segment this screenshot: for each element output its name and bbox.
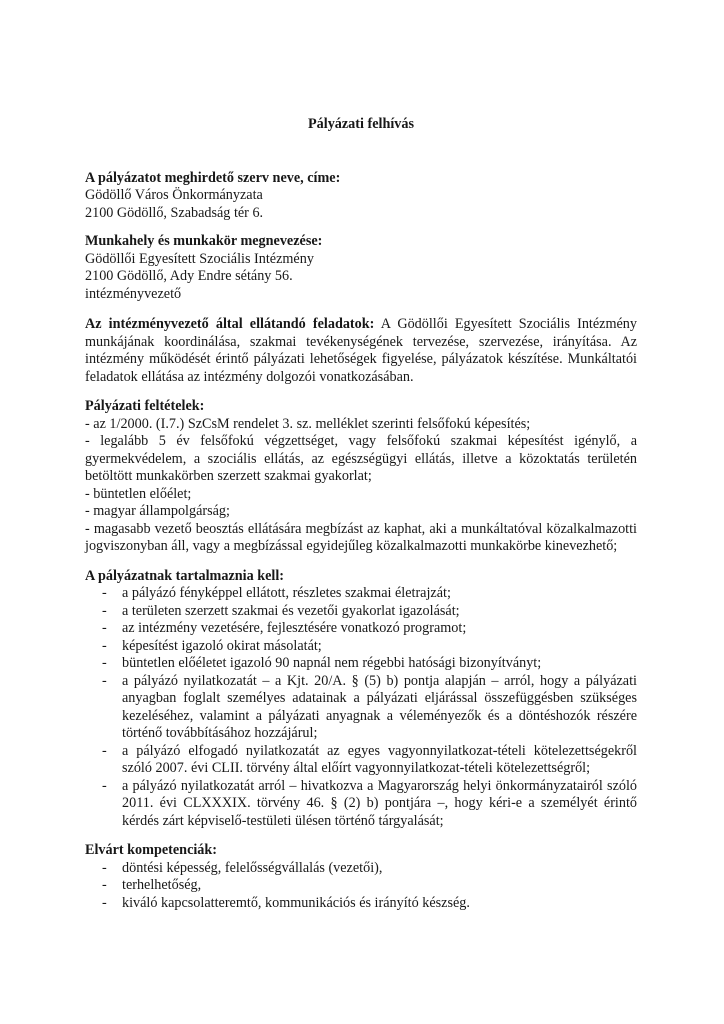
- list-item: [85, 603, 637, 621]
- dash-bullet: -: [102, 637, 107, 654]
- text-line: Gödöllő Város Önkormányzata: [85, 187, 263, 203]
- list-item: [85, 860, 637, 878]
- section-workplace: [85, 233, 637, 303]
- competencies-list: [85, 860, 637, 913]
- list-item: [85, 743, 637, 778]
- text-line: 2100 Gödöllő, Ady Endre sétány 56.: [85, 268, 293, 284]
- list-item: - magasabb vezető beosztás ellátására megbízást az kaphat, aki a munkáltatóval közalkalmazotti jogviszonyban áll, vagy a megbízással egyidejűleg közalkalmazotti munkakörbe kinevezhető;: [85, 520, 637, 554]
- section-heading: A pályázatnak tartalmaznia kell:: [85, 567, 285, 584]
- list-item: [85, 673, 637, 743]
- list-item: - büntetlen előélet;: [85, 485, 192, 502]
- text-line: Gödöllői Egyesített Szociális Intézmény: [85, 250, 314, 267]
- dash-bullet: -: [102, 894, 107, 911]
- section-heading: Pályázati feltételek:: [85, 398, 205, 414]
- list-item: [85, 778, 637, 831]
- text-line: 2100 Gödöllő, Szabadság tér 6.: [85, 204, 264, 221]
- dash-bullet: -: [102, 655, 107, 671]
- dash-bullet: -: [102, 777, 107, 794]
- list-item-text: kiváló kapcsolatteremtő, kommunikációs és irányító készség.: [122, 894, 470, 911]
- section-requirements: [85, 568, 637, 831]
- section-heading: A pályázatot meghirdető szerv neve, címe:: [85, 169, 341, 186]
- dash-bullet: -: [102, 742, 107, 759]
- list-item: [85, 620, 637, 638]
- section-conditions: [85, 398, 637, 556]
- list-item-text: döntési képesség, felelősségvállalás (vezetői),: [122, 859, 383, 876]
- list-item-text: a pályázó nyilatkozatát arról – hivatkozva a Magyarország helyi önkormányzatairól szóló 2011. évi CLXXXIX. törvény 46. § (2) b) pontjára –, hogy kéri-e a személyét érintő kérdés zárt képviselő-testületi ülésen történő tárgyalását;: [122, 777, 637, 829]
- list-item-text: büntetlen előéletet igazoló 90 napnál nem régebbi hatósági bizonyítványt;: [122, 655, 542, 671]
- list-item: - az 1/2000. (I.7.) SzCsM rendelet 3. sz. melléklet szerinti felsőfokú képesítés;: [85, 415, 531, 432]
- dash-bullet: -: [102, 672, 107, 689]
- dash-bullet: -: [102, 877, 107, 893]
- list-item: [85, 585, 637, 603]
- page-title: Pályázati felhívás: [308, 116, 414, 132]
- list-item-text: a pályázó nyilatkozatát – a Kjt. 20/A. § (5) b) pontja alapján – arról, hogy a pályázati anyagban foglalt személyes adatainak a pályázati eljárással összefüggésben szükséges kezeléséhez, valamint a pályázati anyagnak a véleményezők és a döntéshozók részére történő továbbításához hozzájárul;: [122, 672, 637, 741]
- list-item: - legalább 5 év felsőfokú végzettséget, vagy felsőfokú szakmai képesítést igénylő, a gyermekvédelem, a szociális ellátás, az egészségügyi ellátás, illetve a közoktatás területén betöltött munkakörben szerzett szakmai gyakorlat;: [85, 433, 637, 484]
- list-item: - magyar állampolgárság;: [85, 503, 230, 519]
- dash-bullet: -: [102, 602, 107, 619]
- paragraph-text: A Gödöllői Egyesített Szociális Intézmény munkájának koordinálása, szakmai tevékenységének tervezése, szervezése, irányítása. Az intézmény működését érintő pályázati lehetőségek figyelése, pályázatok készítése. Munkáltatói feladatok ellátása az intézmény dolgozói vonatkozásában.: [85, 316, 637, 385]
- list-item-text: a pályázó elfogadó nyilatkozatát az egyes vagyonnyilatkozat-tételi kötelezettségekről szóló 2007. évi CLII. törvény által előírt vagyonnyilatkozat-tételi kötelezettségről;: [122, 742, 637, 776]
- section-competencies: [85, 842, 637, 912]
- dash-bullet: -: [102, 585, 107, 601]
- section-duties: [85, 316, 637, 386]
- list-item: [85, 895, 637, 913]
- requirements-list: [85, 585, 637, 830]
- dash-bullet: -: [102, 859, 107, 876]
- section-heading: Elvárt kompetenciák:: [85, 842, 218, 858]
- list-item: [85, 638, 637, 656]
- list-item-text: képesítést igazoló okirat másolatát;: [122, 637, 322, 654]
- list-item-text: az intézmény vezetésére, fejlesztésére vonatkozó programot;: [122, 620, 467, 636]
- body-paragraph: [85, 316, 637, 386]
- section-announcer: [85, 170, 637, 223]
- text-line: intézményvezető: [85, 285, 182, 302]
- dash-bullet: -: [102, 620, 107, 636]
- list-item-text: a területen szerzett szakmai és vezetői gyakorlat igazolását;: [122, 602, 460, 619]
- list-item-text: a pályázó fényképpel ellátott, részletes szakmai életrajzát;: [122, 585, 451, 601]
- list-item-text: terhelhetőség,: [122, 877, 202, 893]
- section-heading: Munkahely és munkakör megnevezése:: [85, 233, 323, 249]
- paragraph-lead: Az intézményvezető által ellátandó feladatok:: [85, 316, 375, 332]
- list-item: [85, 655, 637, 673]
- list-item: [85, 877, 637, 895]
